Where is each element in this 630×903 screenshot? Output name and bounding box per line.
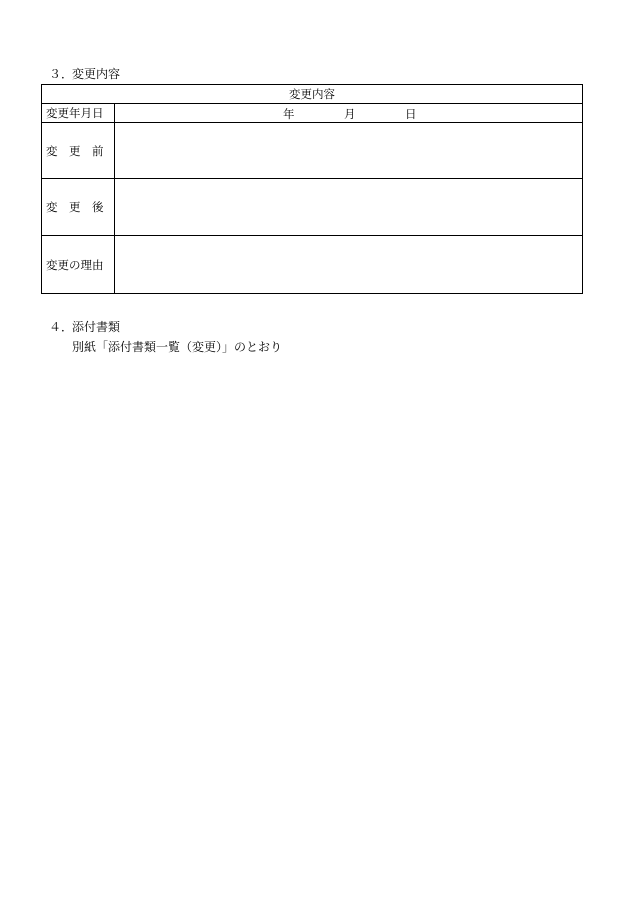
section-4-heading <box>49 320 120 334</box>
before-change-label: 変 更 前 <box>42 123 115 179</box>
year-unit: 年 <box>283 107 295 121</box>
change-details-table <box>41 84 583 294</box>
table-row-after-change <box>42 179 583 236</box>
change-reason-value <box>115 236 583 294</box>
change-reason-label: 変更の理由 <box>42 236 115 294</box>
month-unit: 月 <box>344 107 356 121</box>
after-change-label: 変 更 後 <box>42 179 115 236</box>
section-3-number: ３． <box>49 67 74 81</box>
section-3-heading <box>49 67 120 81</box>
attachments-note: 別紙「添付書類一覧（変更）」のとおり <box>72 340 283 354</box>
table-row-change-date <box>42 104 583 123</box>
change-date-label: 変更年月日 <box>42 104 115 123</box>
section-4-number: ４． <box>49 320 74 334</box>
change-date-value <box>115 104 583 123</box>
day-unit: 日 <box>405 107 417 121</box>
table-row-change-reason <box>42 236 583 294</box>
before-change-value <box>115 123 583 179</box>
table-header: 変更内容 <box>42 85 583 104</box>
section-3-title: 変更内容 <box>72 67 121 81</box>
table-row-before-change <box>42 123 583 179</box>
after-change-value <box>115 179 583 236</box>
section-4-title: 添付書類 <box>72 320 121 334</box>
table-header-row <box>42 85 583 104</box>
